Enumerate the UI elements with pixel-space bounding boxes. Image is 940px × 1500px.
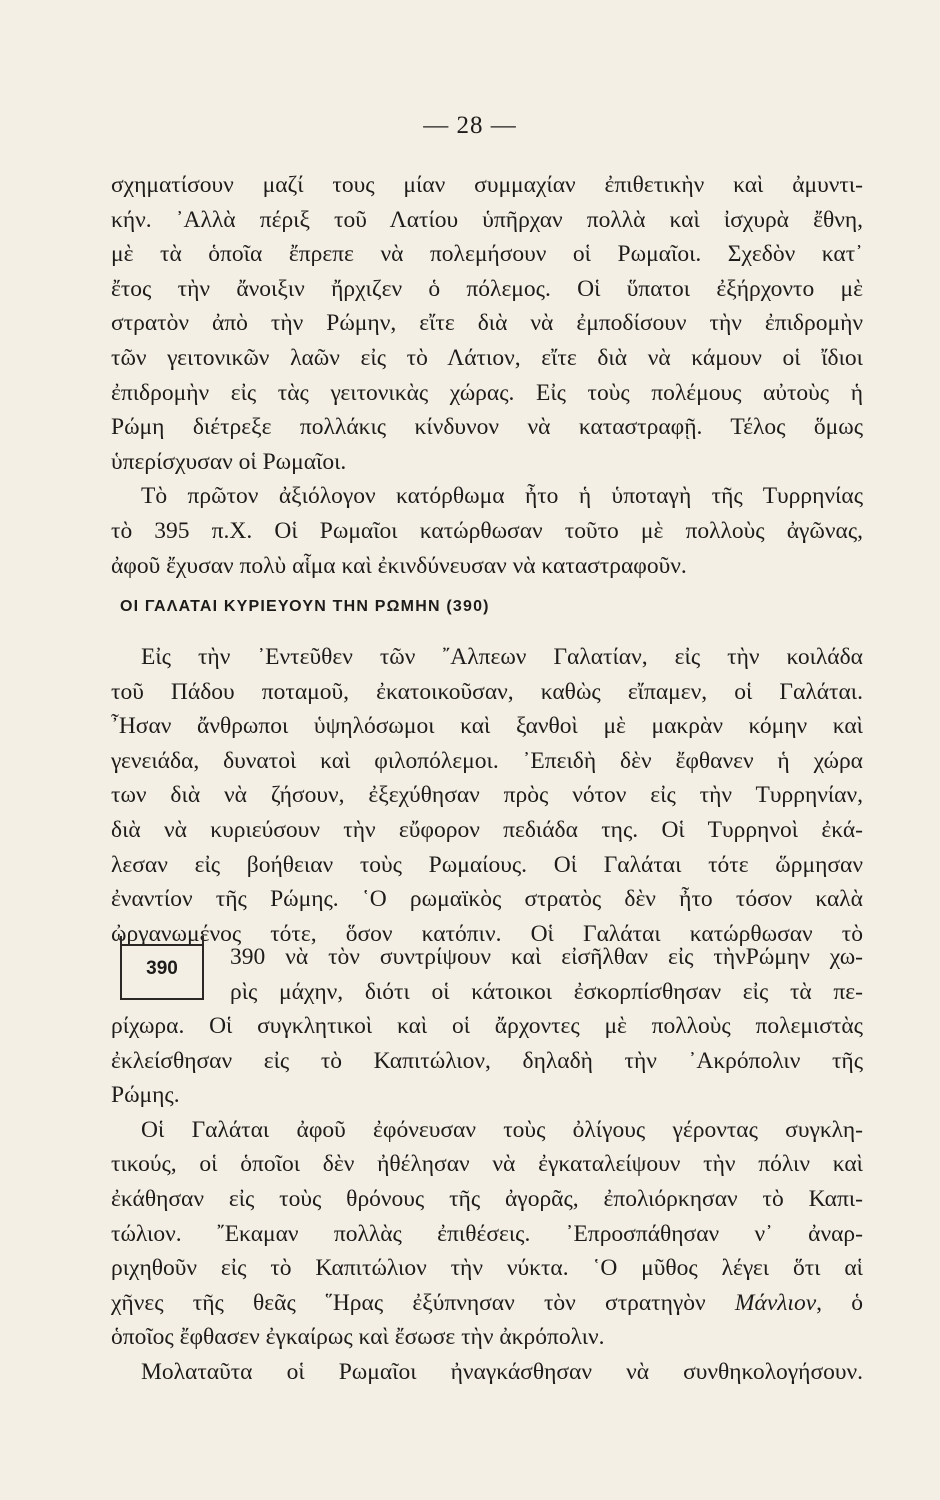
text-line: ἐκλείσθησαν εἰς τὸ Καπιτώλιον, δηλαδὴ τὴν ᾽Ακρόπολιν τῆς — [111, 1047, 863, 1074]
text-line: σχηματίσουν μαζί τους μίαν συμμαχίαν ἐπιθετικὴν καὶ ἀμυντι- — [111, 172, 863, 198]
text-line: τὸ 395 π.Χ. Οἱ Ρωμαῖοι κατώρθωσαν τοῦτο μὲ πολλοὺς ἀγῶνας, — [111, 517, 863, 544]
text-line: Τὸ πρῶτον ἀξιόλογον κατόρθωμα ἦτο ἡ ὑποταγὴ τῆς Τυρρηνίας — [141, 483, 863, 510]
text-line: ἐπιδρομὴν εἰς τὰς γειτονικὰς χώρας. Εἰς τοὺς πολέμους αὐτοὺς ἡ — [111, 379, 863, 406]
text-line: διὰ νὰ κυριεύσουν τὴν εὔφορον πεδιάδα της. Οἱ Τυρρηνοὶ ἐκά- — [111, 816, 863, 843]
text-line: Ρώμη διέτρεξε πολλάκις κίνδυνον νὰ καταστραφῇ. Τέλος ὅμως — [111, 414, 863, 441]
text-line: τικούς, οἱ ὁποῖοι δὲν ἠθέλησαν νὰ ἐγκαταλείψουν τὴν πόλιν καὶ — [111, 1151, 863, 1178]
text-fragment: χῆνες τῆς θεᾶς ῞Ηρας ἐξύπνησαν τὸν στρατηγὸν — [111, 1289, 735, 1316]
intro-text — [111, 168, 863, 583]
text-line: ὠργανωμένος τότε, ὅσον κατόπιν. Οἱ Γαλάται κατώρθωσαν τὸ — [111, 920, 863, 947]
text-line: κήν. ᾽Αλλὰ πέριξ τοῦ Λατίου ὑπῆρχαν πολλὰ καὶ ἰσχυρὰ ἔθνη, — [111, 206, 863, 233]
text-line: τῶν γειτονικῶν λαῶν εἰς τὸ Λάτιον, εἴτε διὰ νὰ κάμουν οἱ ἴδιοι — [111, 344, 863, 371]
text-line: Οἱ Γαλάται ἀφοῦ ἐφόνευσαν τοὺς ὀλίγους γέροντας συγκλη- — [141, 1116, 863, 1143]
text-line: ὑπερίσχυσαν οἱ Ρωμαῖοι. — [111, 448, 347, 475]
capitol-text — [111, 1009, 863, 1390]
text-line: μὲ τὰ ὁποῖα ἔπρεπε νὰ πολεμήσουν οἱ Ρωμαῖοι. Σχεδὸν κατ᾽ — [111, 241, 863, 268]
text-line: ἔτος τὴν ἄνοιξιν ἤρχιζεν ὁ πόλεμος. Οἱ ὕπατοι ἐξήρχοντο μὲ — [111, 275, 863, 302]
text-line: ῏Ησαν ἄνθρωποι ὑψηλόσωμοι καὶ ξανθοὶ μὲ μακρὰν κόμην καὶ — [111, 713, 863, 740]
text-line: γενειάδα, δυνατοὶ καὶ φιλοπόλεμοι. ᾽Επειδὴ δὲν ἔφθανεν ἡ χώρα — [111, 747, 863, 774]
text-fragment: , ὁ — [816, 1289, 863, 1316]
text-line: ρὶς μάχην, διότι οἱ κάτοικοι ἐσκορπίσθησαν εἰς τὰ πε- — [230, 978, 863, 1005]
text-line: Εἰς τὴν ᾽Εντεῦθεν τῶν ῎Αλπεων Γαλατίαν, εἰς τὴν κοιλάδα — [141, 644, 863, 670]
text-line: Ρώμης. — [111, 1082, 180, 1109]
text-line: τοῦ Πάδου ποταμοῦ, ἐκατοικοῦσαν, καθὼς εἴπαμεν, οἱ Γαλάται. — [111, 678, 863, 705]
text-line: λεσαν εἰς βοήθειαν τοὺς Ρωμαίους. Οἱ Γαλάται τότε ὥρμησαν — [111, 851, 863, 878]
general-name: Μάνλιον — [734, 1289, 817, 1316]
divider — [122, 998, 202, 1000]
text-line — [111, 1286, 863, 1321]
margin-date: 390 — [146, 958, 178, 979]
margin-date-box — [120, 936, 204, 1000]
galatai-text-beside-note — [230, 940, 863, 1009]
text-line: ἀφοῦ ἔχυσαν πολὺ αἷμα καὶ ἐκινδύνευσαν νὰ καταστραφοῦν. — [111, 552, 687, 579]
galatai-text — [111, 640, 863, 951]
text-line: ἐναντίον τῆς Ρώμης. ῾Ο ρωμαϊκὸς στρατὸς δὲν ἦτο τόσον καλὰ — [111, 886, 863, 913]
text-line: Μολαταῦτα οἱ Ρωμαῖοι ἠναγκάσθησαν νὰ συνθηκολογήσουν. — [141, 1358, 863, 1385]
text-line: ριχηθοῦν εἰς τὸ Καπιτώλιον τὴν νύκτα. ῾Ο μῦθος λέγει ὅτι αἱ — [111, 1255, 863, 1282]
text-line: ρίχωρα. Οἱ συγκλητικοὶ καὶ οἱ ἄρχοντες μὲ πολλοὺς πολεμιστὰς — [111, 1013, 863, 1039]
text-line: των διὰ νὰ ζήσουν, ἐξεχύθησαν πρὸς νότον εἰς τὴν Τυρρηνίαν, — [111, 782, 863, 809]
text-line: ὁποῖος ἔφθασεν ἐγκαίρως καὶ ἔσωσε τὴν ἀκρόπολιν. — [111, 1324, 605, 1351]
text-line: τώλιον. ῎Εκαμαν πολλὰς ἐπιθέσεις. ᾽Επροσπάθησαν ν᾽ ἀναρ- — [111, 1220, 863, 1247]
text-line: 390 νὰ τὸν συντρίψουν καὶ εἰσῆλθαν εἰς τὴνΡώμην χω- — [230, 944, 863, 970]
text-line: στρατὸν ἀπὸ τὴν Ρώμην, εἴτε διὰ νὰ ἐμποδίσουν τὴν ἐπιδρομὴν — [111, 310, 863, 337]
divider — [122, 944, 202, 946]
section-heading: ΟΙ ΓΑΛΑΤΑΙ ΚΥΡΙΕΥΟΥΝ ΤΗΝ ΡΩΜΗΝ (390) — [120, 598, 490, 615]
text-line: ἐκάθησαν εἰς τοὺς θρόνους τῆς ἀγορᾶς, ἐπολιόρκησαν τὸ Καπι- — [111, 1185, 863, 1212]
page-number: — 28 — — [423, 112, 517, 139]
